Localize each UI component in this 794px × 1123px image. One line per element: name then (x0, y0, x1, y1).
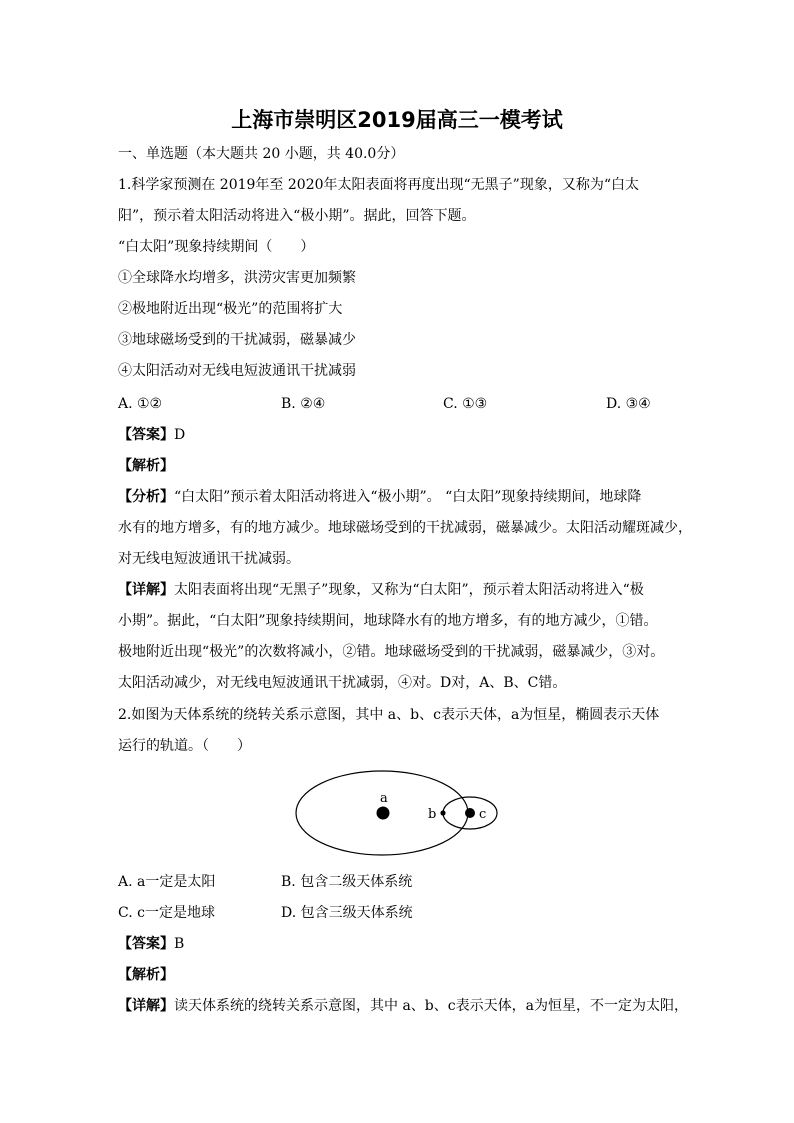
q1-answer (118, 426, 185, 444)
label-a: a (380, 791, 388, 806)
body-b-dot (440, 810, 445, 815)
q2-analysis-label: 【解析】 (118, 967, 174, 983)
q1-item-3: ③地球磁场受到的干扰减弱，磁暴减少 (118, 332, 356, 348)
q2-option-d: D. 包含三级天体系统 (281, 905, 413, 921)
q1-fenxi-line1 (118, 488, 641, 506)
label-b: b (428, 807, 437, 822)
label-c: c (479, 807, 487, 822)
q1-question: “白太阳”现象持续期间（ ） (118, 239, 315, 255)
q1-option-a: A. ①② (118, 396, 163, 412)
fenxi-label: 【分析】 (118, 489, 174, 505)
q1-item-2: ②极地附近出现“极光”的范围将扩大 (118, 301, 343, 317)
xiangjie-text: 读天体系统的绕转关系示意图，其中 a、b、c表示天体，a为恒星，不一定为太阳， (174, 998, 688, 1014)
body-c-dot (465, 808, 475, 818)
q1-fenxi-line2: 水有的地方增多，有的地方减少。地球磁场受到的干扰减弱，磁暴减少。太阳活动耀斑减少， (118, 520, 692, 536)
q1-xiangjie-line4: 太阳活动减少，对无线电短波通讯干扰减弱，④对。D对，A、B、C错。 (118, 675, 567, 691)
q2-option-a: A. a一定是太阳 (118, 874, 216, 890)
star-a-dot (377, 807, 390, 820)
q1-option-b: B. ②④ (281, 396, 326, 412)
q1-fenxi-line3: 对无线电短波通讯干扰减弱。 (118, 551, 300, 567)
answer-value: D (174, 427, 186, 443)
q1-analysis-label: 【解析】 (118, 458, 174, 474)
q2-answer (118, 935, 184, 953)
xiangjie-label: 【详解】 (118, 998, 174, 1014)
section-heading: 一、单选题（本大题共 20 小题，共 40.0分） (118, 146, 405, 162)
fenxi-text: “白太阳”预示着太阳活动将进入“极小期”。 “白太阳”现象持续期间，地球降 (174, 489, 642, 505)
q2-xiangjie-line1 (118, 997, 688, 1015)
q1-stem-line2: 阳”，预示着太阳活动将进入“极小期”。据此，回答下题。 (118, 208, 476, 224)
q1-xiangjie-line1 (118, 581, 644, 599)
orbit-diagram (290, 765, 505, 860)
q2-option-c: C. c一定是地球 (118, 905, 215, 921)
answer-label: 【答案】 (118, 427, 174, 443)
q1-item-4: ④太阳活动对无线电短波通讯干扰减弱 (118, 363, 356, 379)
xiangjie-label: 【详解】 (118, 582, 174, 598)
q1-item-1: ①全球降水均增多，洪涝灾害更加频繁 (118, 270, 356, 286)
q2-option-b: B. 包含二级天体系统 (281, 874, 413, 890)
q1-option-c: C. ①③ (443, 396, 488, 412)
xiangjie-text: 太阳表面将出现“无黑子”现象，又称为“白太阳”，预示着太阳活动将进入“极 (174, 582, 644, 598)
q1-xiangjie-line2: 小期”。据此，“白太阳”现象持续期间，地球降水有的地方增多，有的地方减少，①错。 (118, 613, 658, 629)
q2-stem-line2: 运行的轨道。（ ） (118, 738, 251, 754)
q1-stem-line1: 1.科学家预测在 2019年至 2020年太阳表面将再度出现“无黑子”现象，又称为“白太 (118, 177, 639, 193)
q1-option-d: D. ③④ (606, 396, 651, 412)
page-title: 上海市崇明区2019届高三一模考试 (231, 108, 563, 132)
answer-value: B (174, 936, 185, 952)
q2-stem-line1: 2.如图为天体系统的绕转关系示意图，其中 a、b、c表示天体，a为恒星，椭圆表示天体 (118, 707, 660, 723)
answer-label: 【答案】 (118, 936, 174, 952)
q1-xiangjie-line3: 极地附近出现“极光”的次数将减小，②错。地球磁场受到的干扰减弱，磁暴减少，③对。 (118, 644, 665, 660)
